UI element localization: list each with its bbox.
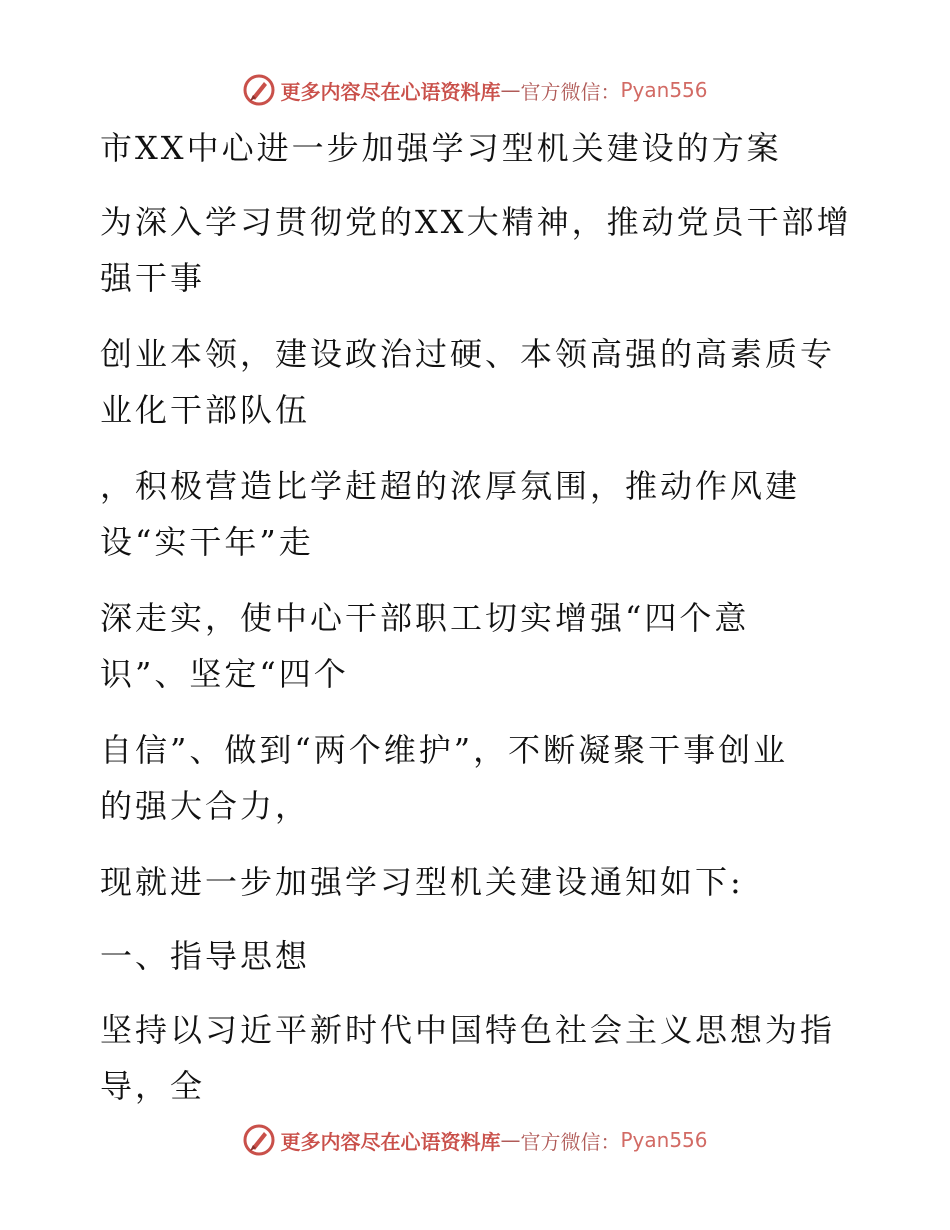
header-watermark [0, 70, 950, 110]
paragraph-line: 识”、坚定“四个 [100, 655, 349, 693]
watermark-main-text: 更多内容尽在心语资料库 [280, 1129, 501, 1154]
paragraph-line: 的强大合力， [100, 787, 311, 825]
paragraph-line: 深走实，使中心干部职工切实增强“四个意 [100, 599, 750, 637]
paragraph-line: 坚持以习近平新时代中国特色社会主义思想为指 [100, 1011, 836, 1049]
paragraph-line: 导，全 [100, 1067, 206, 1105]
paragraph-line: 强干事 [100, 259, 206, 297]
watermark-dash: — [500, 1128, 521, 1152]
paragraph-line: 业化干部队伍 [100, 391, 311, 429]
pen-logo-icon [242, 1123, 276, 1157]
paragraph-line: 设“实干年”走 [100, 523, 314, 561]
watermark-wechat-label: 官方微信： [520, 1129, 621, 1154]
watermark-dash: — [500, 78, 521, 102]
watermark-wechat-id: Pyan556 [620, 78, 708, 102]
footer-watermark [0, 1120, 950, 1160]
paragraph-line: 现就进一步加强学习型机关建设通知如下: [100, 863, 744, 901]
document-title: 市XX中心进一步加强学习型机关建设的方案 [100, 129, 782, 167]
paragraph-line: 自信”、做到“两个维护”，不断凝聚干事创业 [100, 731, 789, 769]
paragraph-line: 为深入学习贯彻党的XX大精神，推动党员干部增 [100, 203, 852, 241]
pen-logo-icon [242, 73, 276, 107]
watermark-wechat-id: Pyan556 [620, 1128, 708, 1152]
watermark-wechat-label: 官方微信： [520, 79, 621, 104]
watermark-main-text: 更多内容尽在心语资料库 [280, 79, 501, 104]
section-heading: 一、指导思想 [100, 937, 311, 975]
paragraph-line: 创业本领，建设政治过硬、本领高强的高素质专 [100, 335, 836, 373]
paragraph-line: ，积极营造比学赶超的浓厚氛围，推动作风建 [100, 467, 801, 505]
